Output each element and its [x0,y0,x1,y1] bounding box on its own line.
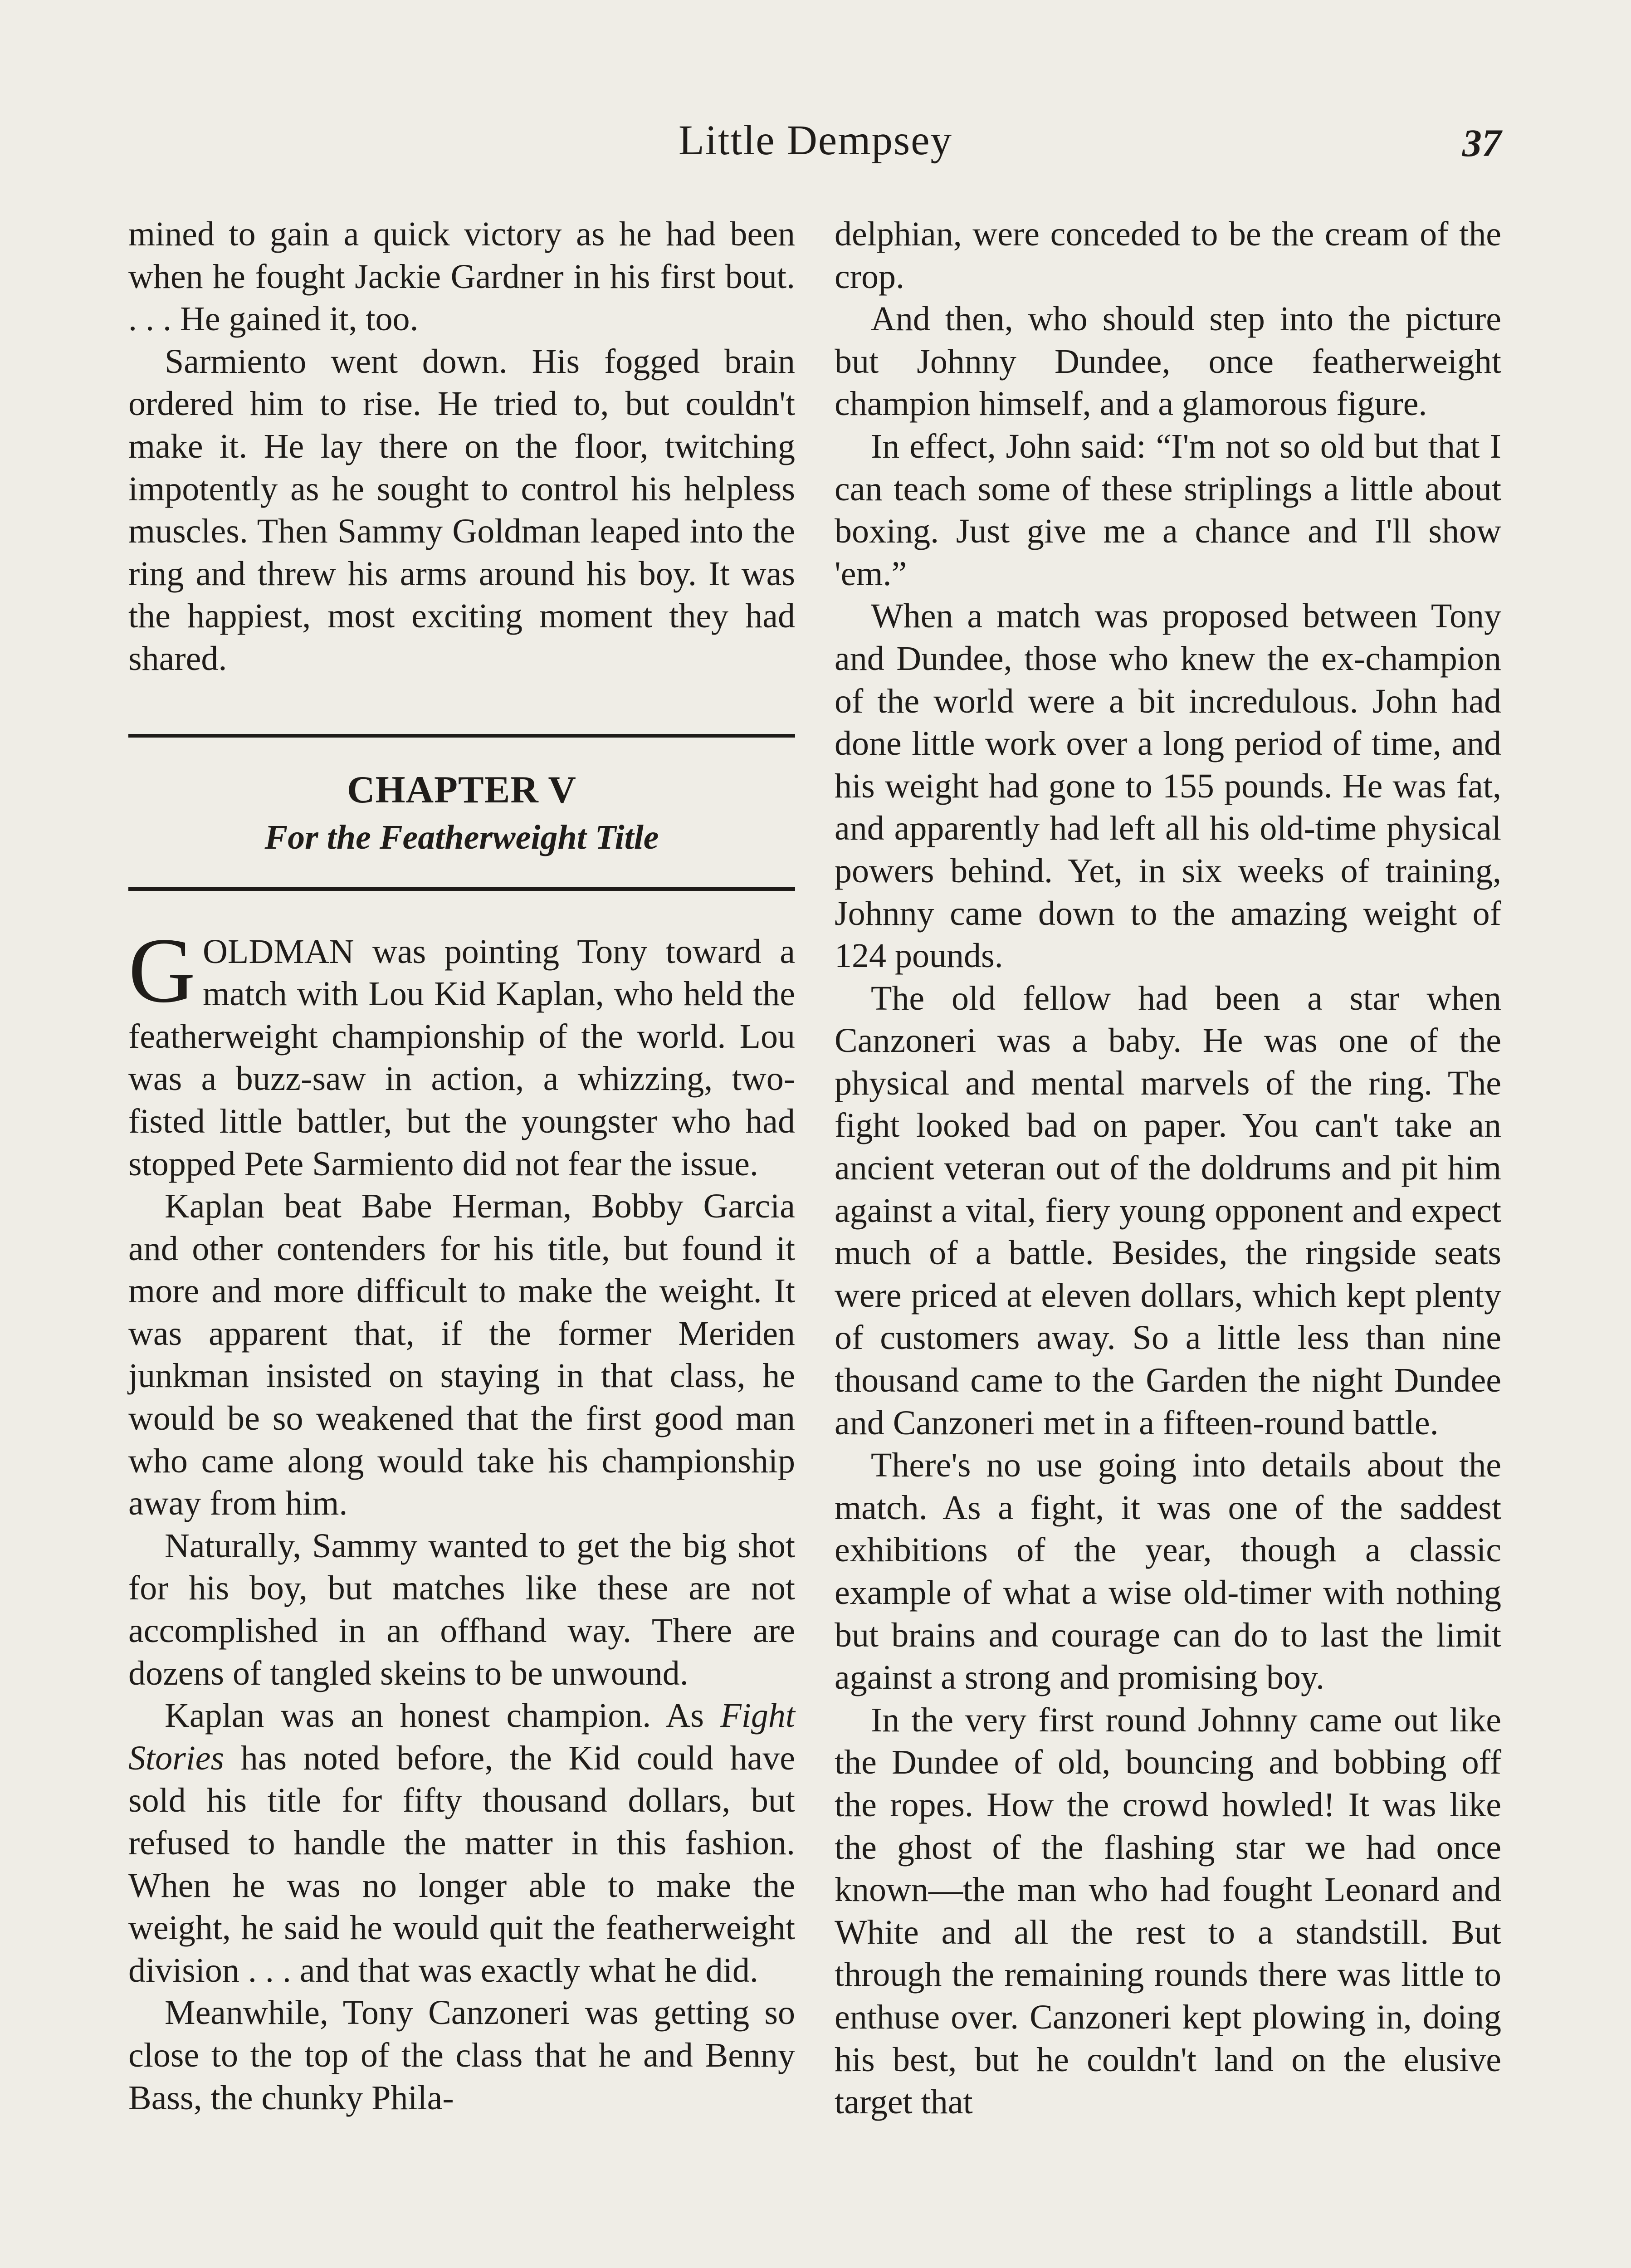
right-column [835,213,1501,2124]
paragraph: There's no use going into details about the match. As a fight, it was one of the saddest exhibitions of the year, though a classic example of what a wise old-timer with nothing but brains and courage can do to last the limit against a strong and promising boy. [835,1446,1501,1697]
paragraph-text: Kaplan was an honest champion. As [165,1696,721,1735]
paragraph: In the very first round Johnny came out like the Dundee of old, bouncing and bobbing off the ropes. How the crowd howled! It was like the ghost of the flashing star we had once known—the man who had fought Leonard and White and all the rest to a standstill. But through the remaining rounds there was little to enthuse over. Canzoneri kept plowing in, doing his best, but he couldn't land on the elusive target that [835,1701,1501,2121]
chapter-rule-top [128,734,795,738]
paragraph: Kaplan beat Babe Herman, Bobby Garcia and other contenders for his title, but found it more and more difficult to make the weight. It was apparent that, if the former Meriden junkman insisted on staying in that class, he would be so weakened that the first good man who came along would take his championship away from him. [128,1187,795,1523]
paragraph-text: has noted before, the Kid could have sold his title for fifty thousand dollars, but refused to handle the matter in this fashion. When he was no longer able to make the weight, he said he would quit the featherweight division . . . and that was exactly what he did. [128,1739,795,1989]
left-column [128,213,795,2119]
paragraph: Naturally, Sammy wanted to get the big shot for his boy, but matches like these are not accomplished in an offhand way. There are dozens of tangled skeins to be unwound. [128,1526,795,1692]
page-number: 37 [1462,121,1501,165]
paragraph [128,1695,795,1992]
chapter-title: CHAPTER V [347,768,576,811]
paragraph: The old fellow had been a star when Canzoneri was a baby. He was one of the physical and mental marvels of the ring. The fight looked bad on paper. You can't take an ancient veteran out of the doldrums and pit him against a vital, fiery young opponent and expect much of a battle. Besides, the ringside seats were priced at eleven dollars, which kept plenty of customers away. So a little less than nine thousand came to the Garden the night Dundee and Canzoneri met in a fifteen-round battle. [835,979,1501,1442]
paragraph: When a match was proposed between Tony and Dundee, those who knew the ex-champion of the world were a bit incredulous. John had done little work over a long period of time, and his weight had gone to 155 pounds. He was fat, and apparently had left all his old-time physical powers behind. Yet, in six weeks of training, Johnny came down to the amazing weight of 124 pounds. [835,597,1501,975]
paragraph: mined to gain a quick victory as he had been when he fought Jackie Gardner in his first bout. . . . He gained it, too. [128,215,795,338]
chapter-rule-bottom [128,887,795,891]
paragraph: Meanwhile, Tony Canzoneri was getting so close to the top of the class that he and Benny Bass, the chunky Phila- [128,1994,795,2117]
paragraph: Sarmiento went down. His fogged brain ordered him to rise. He tried to, but couldn't make it. He lay there on the floor, twitching impotently as he sought to control his helpless muscles. Then Sammy Goldman leaped into the ring and threw his arms around his boy. It was the happiest, most exciting moment they had shared. [128,342,795,678]
paragraph [128,919,795,1186]
chapter-subtitle: For the Featherweight Title [264,818,659,856]
running-title: Little Dempsey [679,117,952,164]
paragraph: And then, who should step into the picture but Johnny Dundee, once featherweight champion himself, and a glamorous figure. [835,300,1501,423]
chapter-heading [128,734,795,891]
paragraph-text: OLDMAN was pointing Tony toward a match with Lou Kid Kaplan, who held the featherweight championship of the world. Lou was a buzz-saw in action, a whizzing, two-fisted little battler, but the youngster who had stopped Pete Sarmiento did not fear the issue. [128,932,795,1183]
paragraph: In effect, John said: “I'm not so old but that I can teach some of these striplings a little about boxing. Just give me a chance and I'll show 'em.” [835,427,1501,593]
drop-cap: G [128,919,196,1022]
magazine-title: Fight Stories [128,1696,795,1777]
paragraph: delphian, were conceded to be the cream of the crop. [835,215,1501,296]
